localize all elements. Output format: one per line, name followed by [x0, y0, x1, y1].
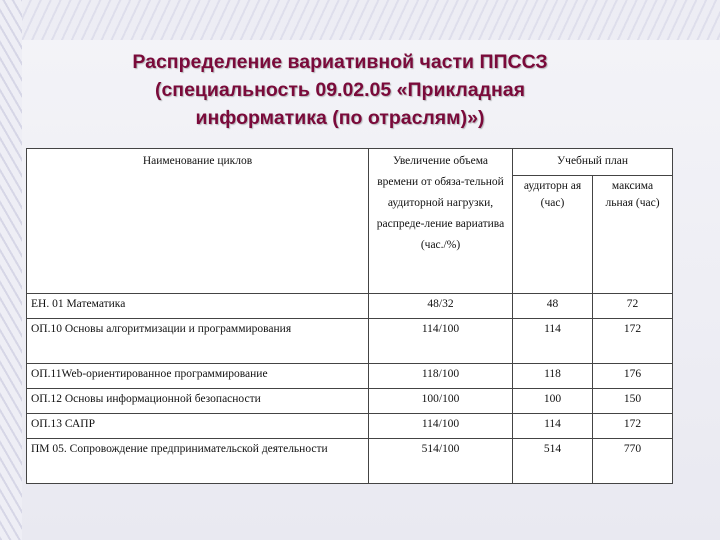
row-name: ОП.11Web-ориентированное программирование: [27, 364, 369, 389]
row-auditory: 100: [513, 389, 593, 414]
table-row: [27, 414, 673, 439]
row-maximum: 172: [593, 319, 673, 364]
row-name: ОП.10 Основы алгоритмизации и программирования: [27, 319, 369, 364]
row-name: ОП.12 Основы информационной безопасности: [27, 389, 369, 414]
row-auditory: 514: [513, 439, 593, 484]
slide-title: [40, 48, 640, 132]
row-name: ПМ 05. Сопровождение предпринимательской деятельности: [27, 439, 369, 484]
variative-distribution-table: [26, 148, 673, 484]
header-cycles: Наименование циклов: [27, 149, 369, 294]
table-row: [27, 389, 673, 414]
row-increase: 100/100: [369, 389, 513, 414]
row-name: ЕН. 01 Математика: [27, 294, 369, 319]
title-line-2: (специальность 09.02.05 «Прикладная: [154, 79, 526, 101]
row-increase: 48/32: [369, 294, 513, 319]
table-row: [27, 364, 673, 389]
row-increase: 118/100: [369, 364, 513, 389]
title-line-3: информатика (по отраслям)»): [195, 107, 485, 129]
row-auditory: 48: [513, 294, 593, 319]
row-increase: 114/100: [369, 414, 513, 439]
row-maximum: 176: [593, 364, 673, 389]
row-auditory: 114: [513, 414, 593, 439]
header-auditory: аудиторн ая (час): [513, 176, 593, 294]
decorative-top-band: [0, 0, 720, 40]
table-row: [27, 439, 673, 484]
row-name: ОП.13 САПР: [27, 414, 369, 439]
decorative-left-band: [0, 0, 22, 540]
row-maximum: 150: [593, 389, 673, 414]
row-increase: 514/100: [369, 439, 513, 484]
table-row: [27, 294, 673, 319]
header-increase: Увеличение объема времени от обяза-тельной аудиторной нагрузки, распреде-ление вариатива (час./%): [369, 149, 513, 294]
header-maximum: максима льная (час): [593, 176, 673, 294]
row-maximum: 770: [593, 439, 673, 484]
row-maximum: 72: [593, 294, 673, 319]
table-row: [27, 319, 673, 364]
title-line-1: Распределение вариативной части ППССЗ: [132, 51, 548, 73]
row-auditory: 114: [513, 319, 593, 364]
header-row-1: [27, 149, 673, 176]
row-auditory: 118: [513, 364, 593, 389]
header-study-plan: Учебный план: [513, 149, 673, 176]
row-increase: 114/100: [369, 319, 513, 364]
row-maximum: 172: [593, 414, 673, 439]
